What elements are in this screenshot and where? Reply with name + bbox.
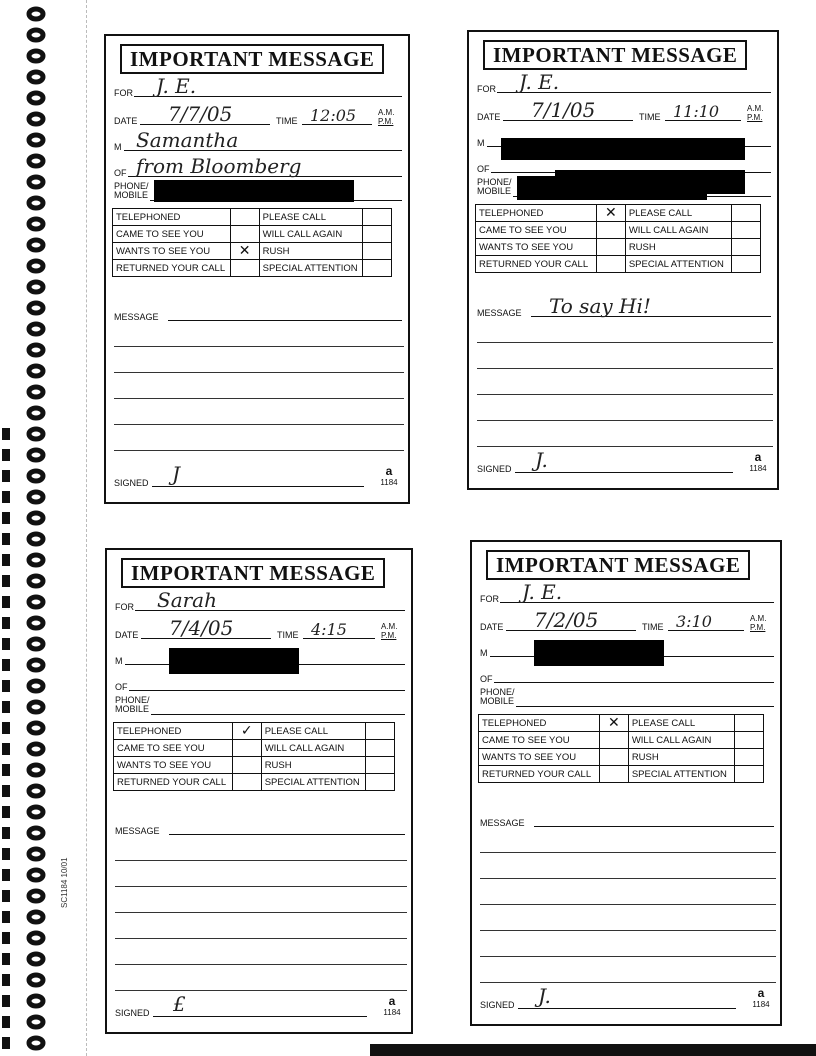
date-label: DATE [114,116,138,126]
brand-logo [746,988,776,1010]
check-label: WANTS TO SEE YOU [476,239,597,256]
message-line [477,394,773,395]
check-label: WANTS TO SEE YOU [479,749,600,766]
binding-hole [2,764,10,776]
binding-hole [2,848,10,860]
check-label: RUSH [625,239,731,256]
pm-label: P.M. [378,117,394,126]
phone-label: PHONE/ [115,695,150,705]
spiral-ring [29,324,43,334]
spiral-ring [29,618,43,628]
spiral-ring [29,219,43,229]
check-label: PLEASE CALL [259,209,362,226]
time-value: 3:10 [676,612,712,631]
binding-hole [2,680,10,692]
message-line [480,956,776,957]
message-line [115,990,407,991]
message-line [114,346,404,347]
message-slip [470,540,782,1026]
check-label: WILL CALL AGAIN [259,226,362,243]
message-line [114,398,404,399]
check-label: PLEASE CALL [628,715,734,732]
redaction [517,176,707,200]
message-line [480,878,776,879]
check-box[interactable] [363,260,392,277]
message-line [115,964,407,965]
check-box[interactable] [232,774,261,791]
spiral-ring [29,135,43,145]
spiral-ring [29,681,43,691]
of-label: OF [480,674,493,684]
message-label: MESSAGE [115,826,160,836]
binding-hole [2,743,10,755]
am-label: A.M. [750,614,767,623]
check-label: CAME TO SEE YOU [114,740,233,757]
redaction [154,180,354,202]
check-box[interactable] [732,205,761,222]
message-line [477,342,773,343]
mobile-label: MOBILE [115,704,150,714]
phone-label: PHONE/ [114,181,149,191]
of-label: OF [114,168,127,178]
m-value: Samantha [136,128,239,152]
slip-title: IMPORTANT MESSAGE [121,558,385,588]
message-line [114,424,404,425]
check-box[interactable]: ✕ [599,715,628,732]
check-label: WANTS TO SEE YOU [113,243,231,260]
binding-hole [2,512,10,524]
spiral-ring [29,891,43,901]
m-label: M [115,656,123,666]
logo-number: 1184 [749,464,767,473]
check-label: RETURNED YOUR CALL [476,256,597,273]
brand-logo [377,996,407,1018]
check-label: TELEPHONED [476,205,597,222]
for-label: FOR [114,88,133,98]
message-line [114,372,404,373]
check-box[interactable] [363,209,392,226]
check-box[interactable] [732,222,761,239]
check-box[interactable] [230,209,259,226]
pm-label: P.M. [381,631,397,640]
check-label: WILL CALL AGAIN [625,222,731,239]
spiral-ring [29,660,43,670]
logo-number: 1184 [752,1000,770,1009]
binding-hole [2,596,10,608]
check-box[interactable] [230,226,259,243]
redaction [169,648,299,674]
am-label: A.M. [378,108,395,117]
binding-hole [2,890,10,902]
spiral-ring [29,93,43,103]
for-value: J. E. [156,74,197,98]
spiral-ring [29,870,43,880]
spiral-ring [29,387,43,397]
spiral-ring [29,786,43,796]
message-line [480,982,776,983]
mobile-label: MOBILE [480,696,515,706]
check-grid [112,208,392,277]
spiral-ring [29,933,43,943]
date-label: DATE [477,112,501,122]
spiral-ring [29,534,43,544]
binding-hole [2,806,10,818]
logo-mark: a [757,986,765,1000]
binding-hole [2,533,10,545]
spiral-ring [29,345,43,355]
check-label: TELEPHONED [114,723,233,740]
message-line [480,852,776,853]
time-value: 11:10 [673,102,720,121]
binding-hole [2,911,10,923]
message-line [477,368,773,369]
check-label: RETURNED YOUR CALL [479,766,600,783]
slip-title: IMPORTANT MESSAGE [486,550,750,580]
spiral-ring [29,408,43,418]
spiral-ring [29,282,43,292]
message-line [477,446,773,447]
form-code: SC1184 10/01 [60,857,69,908]
check-label: SPECIAL ATTENTION [261,774,365,791]
for-label: FOR [480,594,499,604]
spiral-ring [29,450,43,460]
message-line [115,860,407,861]
binding-hole [2,554,10,566]
signed-label: SIGNED [477,464,512,474]
message-line [114,450,404,451]
binding-hole [2,995,10,1007]
for-value: Sarah [157,588,217,612]
date-value: 7/7/05 [168,102,233,126]
for-value: J. E. [519,70,560,94]
page-perforation [86,0,88,1056]
spiral-ring [29,1017,43,1027]
check-box[interactable] [363,226,392,243]
m-label: M [477,138,485,148]
binding-hole [2,638,10,650]
check-box[interactable] [596,222,625,239]
message-line [115,912,407,913]
spiral-ring [29,198,43,208]
of-label: OF [115,682,128,692]
check-label: PLEASE CALL [261,723,365,740]
check-label: TELEPHONED [113,209,231,226]
message-slip [105,548,413,1034]
check-label: SPECIAL ATTENTION [625,256,731,273]
check-label: RUSH [628,749,734,766]
spiral-ring [29,156,43,166]
spiral-ring [29,51,43,61]
binding-hole [2,953,10,965]
check-box[interactable] [363,243,392,260]
m-label: M [114,142,122,152]
am-label: A.M. [381,622,398,631]
binding-hole [2,428,10,440]
check-box[interactable] [732,239,761,256]
spiral-ring [29,597,43,607]
brand-logo [374,466,404,488]
check-box[interactable]: ✕ [230,243,259,260]
spiral-ring [29,807,43,817]
check-box[interactable] [735,749,764,766]
spiral-ring [29,429,43,439]
signed-value: J [172,462,181,486]
binding-hole [2,869,10,881]
check-label: SPECIAL ATTENTION [259,260,362,277]
check-label: WANTS TO SEE YOU [114,757,233,774]
time-label: TIME [639,112,661,122]
spiral-ring [29,555,43,565]
check-grid [478,714,764,783]
spiral-ring [29,828,43,838]
message-label: MESSAGE [477,308,522,318]
date-label: DATE [480,622,504,632]
spiral-ring [29,471,43,481]
phone-label: PHONE/ [477,177,512,187]
check-label: WILL CALL AGAIN [628,732,734,749]
binding-hole [2,1016,10,1028]
binding-hole [2,827,10,839]
check-label: CAME TO SEE YOU [113,226,231,243]
time-label: TIME [276,116,298,126]
time-value: 12:05 [310,106,357,125]
check-box[interactable] [599,766,628,783]
binding-hole [2,701,10,713]
check-box[interactable] [735,715,764,732]
binding-hole [2,932,10,944]
message-line [480,930,776,931]
binding-hole [2,491,10,503]
for-label: FOR [477,84,496,94]
check-box[interactable] [366,723,395,740]
time-label: TIME [642,622,664,632]
logo-mark: a [754,450,762,464]
check-box[interactable] [366,740,395,757]
check-label: PLEASE CALL [625,205,731,222]
binding-hole [2,785,10,797]
spiral-ring [29,849,43,859]
check-box[interactable]: ✕ [596,205,625,222]
spiral-ring [29,744,43,754]
spiral-ring [29,9,43,19]
redaction [534,640,664,666]
date-value: 7/1/05 [531,98,596,122]
check-label: TELEPHONED [479,715,600,732]
spiral-ring [29,492,43,502]
signed-label: SIGNED [114,478,149,488]
check-label: RETURNED YOUR CALL [114,774,233,791]
slip-title: IMPORTANT MESSAGE [120,44,384,74]
spiral-ring [29,366,43,376]
message-value: To say Hi! [549,294,651,318]
spiral-ring [29,261,43,271]
binding-hole [2,470,10,482]
brand-logo [743,452,773,474]
signed-value: J. [535,448,548,472]
for-label: FOR [115,602,134,612]
pm-label: P.M. [750,623,766,632]
check-box[interactable] [599,749,628,766]
check-label: RUSH [261,757,365,774]
spiral-ring [29,240,43,250]
slip-title: IMPORTANT MESSAGE [483,40,747,70]
spiral-ring [29,72,43,82]
spiral-ring [29,639,43,649]
check-box[interactable] [232,757,261,774]
of-value: from Bloomberg [136,154,302,178]
check-label: CAME TO SEE YOU [476,222,597,239]
logo-mark: a [388,994,396,1008]
binding-hole [2,1037,10,1049]
check-box[interactable] [732,256,761,273]
message-line [477,420,773,421]
date-label: DATE [115,630,139,640]
message-line [115,938,407,939]
message-line [480,904,776,905]
binding-hole [2,659,10,671]
check-label: CAME TO SEE YOU [479,732,600,749]
m-label: M [480,648,488,658]
time-label: TIME [277,630,299,640]
message-slip [467,30,779,490]
spiral-ring [29,954,43,964]
logo-number: 1184 [380,478,398,487]
check-label: SPECIAL ATTENTION [628,766,734,783]
binding-hole [2,722,10,734]
spiral-ring [29,114,43,124]
check-box[interactable] [596,239,625,256]
signed-label: SIGNED [115,1008,150,1018]
spiral-ring [29,702,43,712]
check-grid [475,204,761,273]
check-box[interactable] [232,740,261,757]
check-label: RETURNED YOUR CALL [113,260,231,277]
check-label: RUSH [259,243,362,260]
message-slip [104,34,410,504]
check-box[interactable] [735,732,764,749]
check-box[interactable] [366,774,395,791]
signed-value: J. [538,984,551,1008]
check-box[interactable] [366,757,395,774]
mobile-label: MOBILE [477,186,512,196]
check-grid [113,722,395,791]
date-value: 7/4/05 [169,616,234,640]
spiral-ring [29,765,43,775]
signed-value: £ [173,992,186,1016]
spiral-ring [29,996,43,1006]
logo-number: 1184 [383,1008,401,1017]
message-label: MESSAGE [114,312,159,322]
signed-label: SIGNED [480,1000,515,1010]
time-value: 4:15 [311,620,347,639]
spiral-ring [29,912,43,922]
mobile-label: MOBILE [114,190,149,200]
spiral-ring [29,576,43,586]
for-value: J. E. [522,580,563,604]
check-label: WILL CALL AGAIN [261,740,365,757]
phone-label: PHONE/ [480,687,515,697]
message-line [115,886,407,887]
am-label: A.M. [747,104,764,113]
check-box[interactable] [596,256,625,273]
date-value: 7/2/05 [534,608,599,632]
check-box[interactable] [230,260,259,277]
spiral-ring [29,975,43,985]
binding-hole [2,575,10,587]
binding-hole [2,974,10,986]
logo-mark: a [385,464,393,478]
spiral-ring [29,303,43,313]
check-box[interactable] [599,732,628,749]
check-box[interactable] [735,766,764,783]
pm-label: P.M. [747,113,763,122]
spiral-ring [29,30,43,40]
spiral-ring [29,177,43,187]
redaction [501,138,745,160]
binding-hole [2,617,10,629]
spiral-ring [29,723,43,733]
binding-hole [2,449,10,461]
of-label: OF [477,164,490,174]
spiral-ring [29,513,43,523]
spiral-ring [29,1038,43,1048]
message-label: MESSAGE [480,818,525,828]
check-box[interactable]: ✓ [232,723,261,740]
bottom-edge-bar [370,1044,816,1056]
